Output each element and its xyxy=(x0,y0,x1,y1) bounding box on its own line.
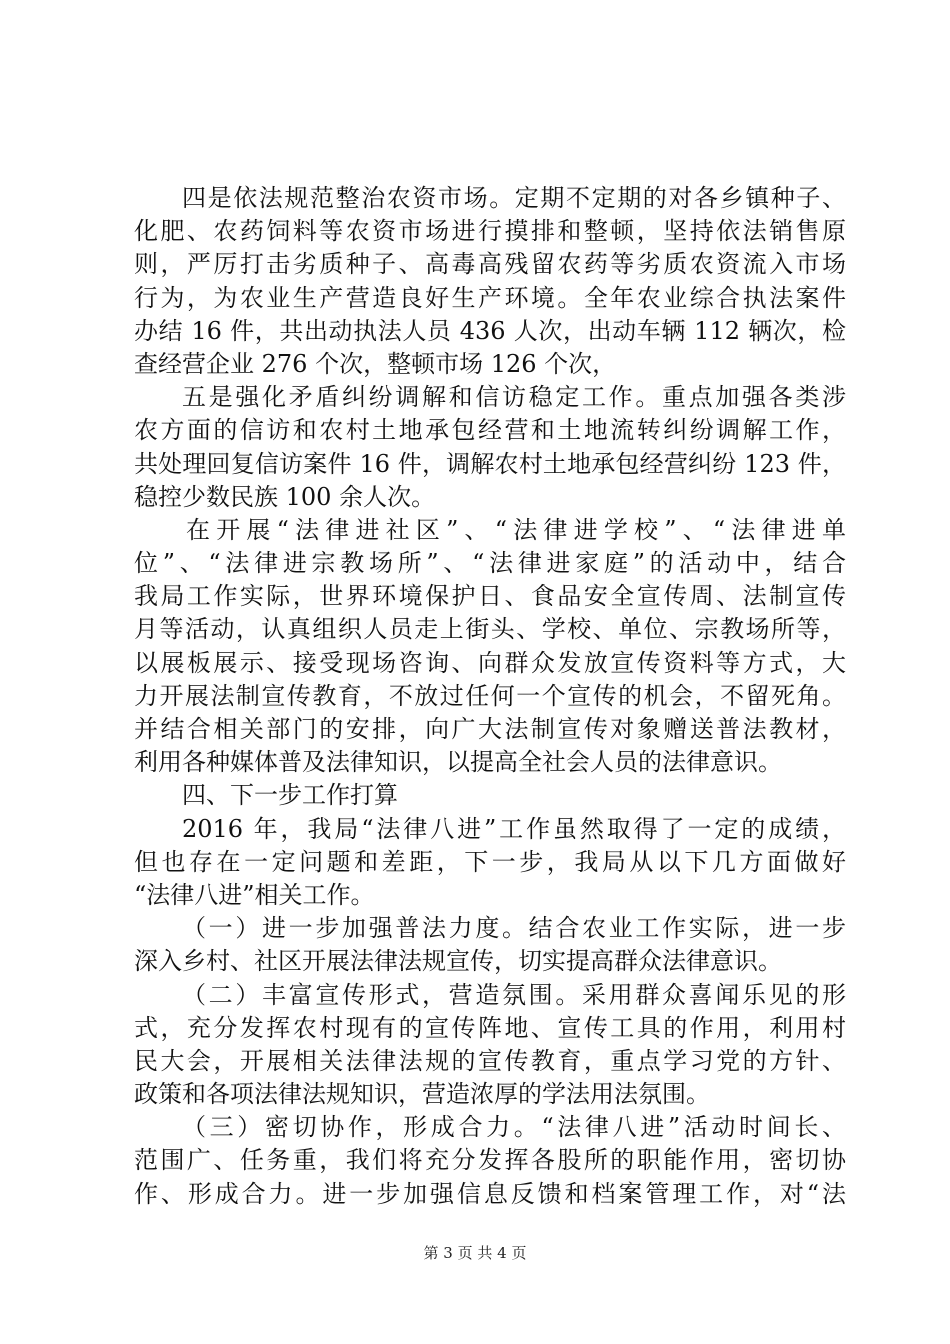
text-line: 行为，为农业生产营造良好生产环境。全年农业综合执法案件 xyxy=(134,283,846,312)
text-line: 四、下一步工作打算 xyxy=(182,781,398,810)
text-line: 政策和各项法律法规知识，营造浓厚的学法用法氛围。 xyxy=(134,1080,710,1109)
text-line: 位”、“法律进宗教场所”、“法律进家庭”的活动中，结合 xyxy=(134,549,846,578)
text-line: 力开展法制宣传教育，不放过任何一个宣传的机会，不留死角。 xyxy=(134,681,846,710)
text-line: 四是依法规范整治农资市场。定期不定期的对各乡镇种子、 xyxy=(182,184,846,212)
text-line: 则，严厉打击劣质种子、高毒高残留农药等劣质农资流入市场 xyxy=(134,250,846,279)
text-line: 五是强化矛盾纠纷调解和信访稳定工作。重点加强各类涉 xyxy=(182,383,846,412)
text-line: 范围广、任务重，我们将充分发挥各股所的职能作用，密切协 xyxy=(134,1146,846,1175)
text-line: （三）密切协作，形成合力。“法律八进”活动时间长、 xyxy=(182,1113,846,1142)
document-body xyxy=(134,182,846,1211)
text-line: 作、形成合力。进一步加强信息反馈和档案管理工作，对“法 xyxy=(134,1179,846,1208)
text-line: （一）进一步加强普法力度。结合农业工作实际，进一步 xyxy=(182,914,846,943)
text-line: “法律八进”相关工作。 xyxy=(134,880,375,909)
page-footer: 第 3 页 共 4 页 xyxy=(423,1244,527,1262)
text-line: 式，充分发挥农村现有的宣传阵地、宣传工具的作用，利用村 xyxy=(134,1013,846,1042)
text-line: 我局工作实际，世界环境保护日、食品安全宣传周、法制宣传 xyxy=(134,582,846,611)
text-line: 化肥、农药饲料等农资市场进行摸排和整顿，坚持依法销售原 xyxy=(134,217,846,246)
text-line: 民大会，开展相关法律法规的宣传教育，重点学习党的方针、 xyxy=(134,1046,846,1075)
text-line: （二）丰富宣传形式，营造氛围。采用群众喜闻乐见的形 xyxy=(182,980,846,1009)
text-line: 利用各种媒体普及法律知识，以提高全社会人员的法律意识。 xyxy=(134,748,782,777)
text-line: 查经营企业 276 个次，整顿市场 126 个次， xyxy=(134,349,617,378)
text-line: 深入乡村、社区开展法律法规宣传，切实提高群众法律意识。 xyxy=(134,947,782,976)
text-line: 稳控少数民族 100 余人次。 xyxy=(134,482,436,511)
text-line: 以展板展示、接受现场咨询、向群众发放宣传资料等方式，大 xyxy=(134,648,846,677)
text-line: 农方面的信访和农村土地承包经营和土地流转纠纷调解工作， xyxy=(134,416,846,445)
text-line: 并结合相关部门的安排，向广大法制宣传对象赠送普法教材， xyxy=(134,715,846,743)
text-line: 办结 16 件，共出动执法人员 436 人次，出动车辆 112 辆次，检 xyxy=(134,316,846,345)
text-line: 共处理回复信访案件 16 件，调解农村土地承包经营纠纷 123 件， xyxy=(134,449,846,478)
text-line: 但也存在一定问题和差距，下一步，我局从以下几方面做好 xyxy=(134,847,846,876)
text-line: 在开展“法律进社区”、“法律进学校”、“法律进单 xyxy=(186,515,846,544)
text-line: 月等活动，认真组织人员走上街头、学校、单位、宗教场所等， xyxy=(134,615,846,644)
text-line: 2016 年，我局“法律八进”工作虽然取得了一定的成绩， xyxy=(182,814,846,843)
